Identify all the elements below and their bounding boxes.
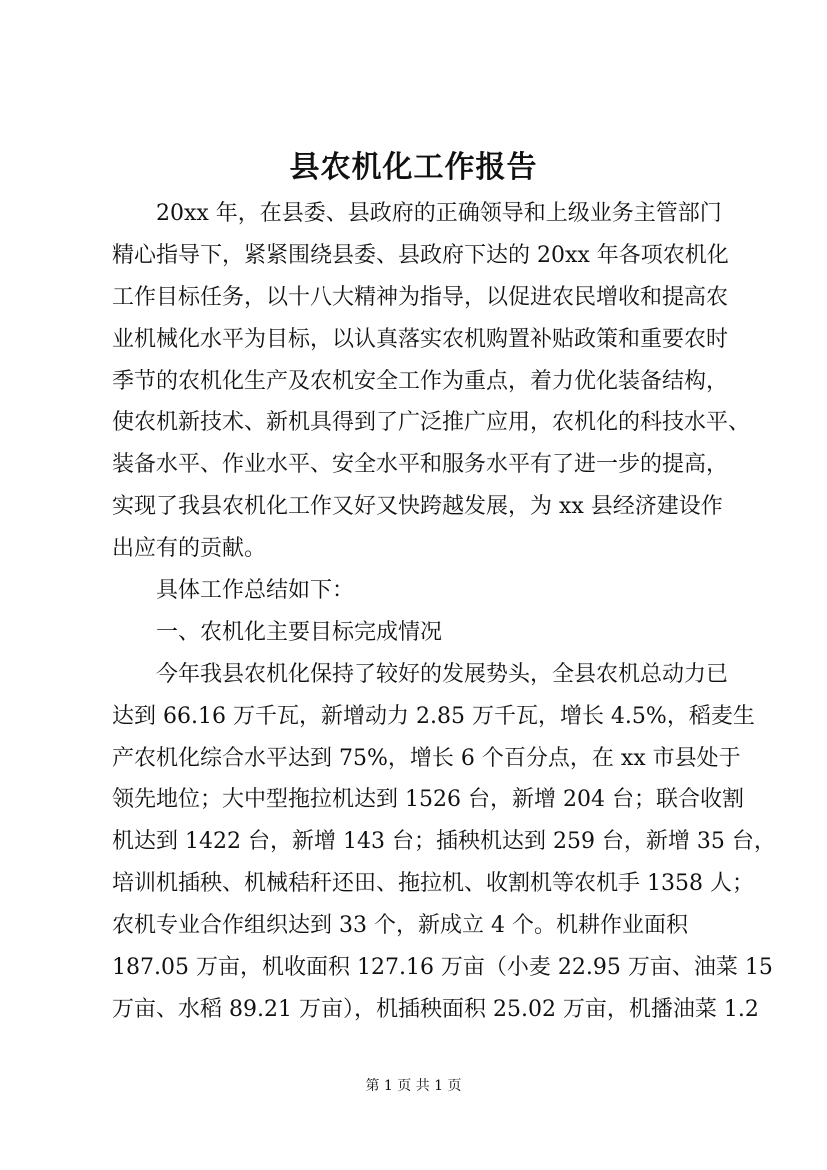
paragraph-line: 装备水平、作业水平、安全水平和服务水平有了进一步的提高，	[112, 452, 729, 478]
paragraph-line: 季节的农机化生产及农机安全工作为重点，着力优化装备结构，	[112, 368, 729, 394]
paragraph-line: 出应有的贡献。	[112, 536, 267, 562]
paragraph-line: 工作目标任务，以十八大精神为指导，以促进农民增收和提高农	[112, 284, 729, 310]
paragraph-line: 万亩、水稻 89.21 万亩），机插秧面积 25.02 万亩，机播油菜 1.2	[112, 996, 759, 1022]
paragraph-line: 187.05 万亩，机收面积 127.16 万亩（小麦 22.95 万亩、油菜 15	[112, 955, 773, 981]
paragraph-line: 20xx 年，在县委、县政府的正确领导和上级业务主管部门	[156, 201, 722, 226]
paragraph-line: 达到 66.16 万千瓦，新增动力 2.85 万千瓦，增长 4.5%，稻麦生	[112, 703, 755, 729]
paragraph-line: 今年我县农机化保持了较好的发展势头，全县农机总动力已	[156, 661, 729, 687]
summary-intro-line: 具体工作总结如下：	[156, 578, 355, 604]
paragraph-line: 实现了我县农机化工作又好又快跨越发展，为 xx 县经济建设作	[112, 494, 723, 520]
section-heading: 一、农机化主要目标完成情况	[156, 619, 443, 645]
document-title: 县农机化工作报告	[289, 150, 538, 185]
page-footer: 第 1 页 共 1 页	[365, 1078, 462, 1094]
paragraph-line: 农机专业合作组织达到 33 个，新成立 4 个。机耕作业面积	[112, 913, 688, 939]
paragraph-line: 机达到 1422 台，新增 143 台；插秧机达到 259 台，新增 35 台，	[112, 829, 776, 855]
paragraph-line: 领先地位；大中型拖拉机达到 1526 台，新增 204 台；联合收割	[112, 787, 744, 813]
paragraph-line: 产农机化综合水平达到 75%，增长 6 个百分点，在 xx 市县处于	[112, 745, 741, 771]
paragraph-line: 使农机新技术、新机具得到了广泛推广应用，农机化的科技水平、	[112, 410, 751, 436]
paragraph-line: 业机械化水平为目标，以认真落实农机购置补贴政策和重要农时	[112, 326, 729, 352]
document-body	[112, 193, 776, 1031]
paragraph-line: 培训机插秧、机械秸秆还田、拖拉机、收割机等农机手 1358 人；	[112, 871, 754, 897]
paragraph-line: 精心指导下，紧紧围绕县委、县政府下达的 20xx 年各项农机化	[112, 242, 729, 268]
